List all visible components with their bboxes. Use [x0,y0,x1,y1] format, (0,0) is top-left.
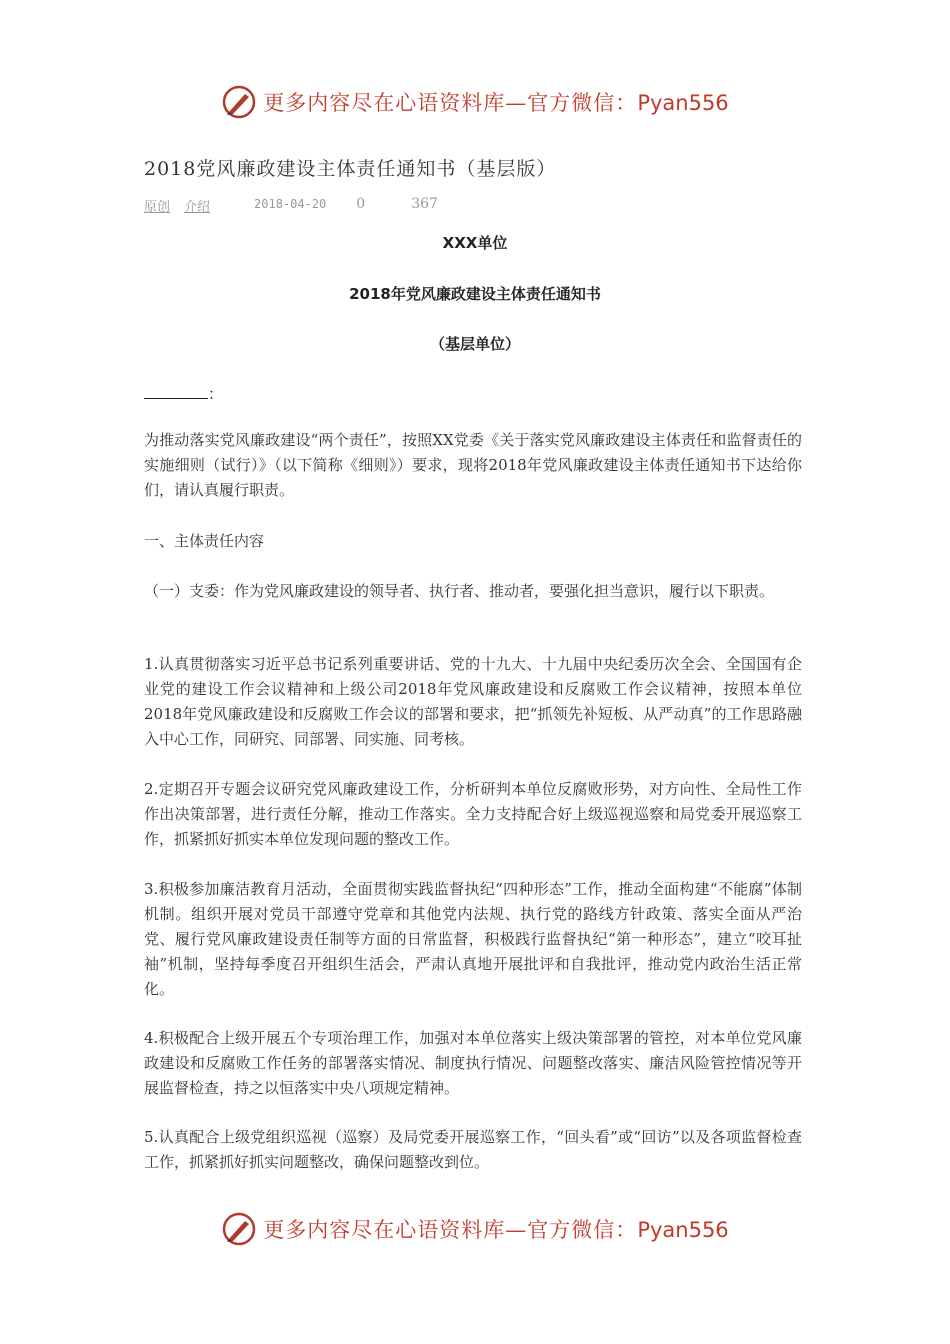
duty-item-2: 2.定期召开专题会议研究党风廉政建设工作，分析研判本单位反腐败形势，对方向性、全局性工作作出决策部署，进行责任分解，推动工作落实。全力支持配合好上级巡视巡察和局党委开展巡察工作，抓紧抓好抓实本单位发现问题的整改工作。 [144,780,802,848]
intro-paragraph: 为推动落实党风廉政建设“两个责任”，按照XX党委《关于落实党风廉政建设主体责任和监督责任的实施细则（试行）》（以下简称《细则》）要求，现将2018年党风廉政建设主体责任通知书下达给你们，请认真履行职责。 [144,431,802,499]
duty-item-3: 3.积极参加廉洁教育月活动，全面贯彻实践监督执纪“四种形态”工作，推动全面构建“不能腐”体制机制。组织开展对党员干部遵守党章和其他党内法规、执行党的路线方针政策、落实全面从严治党、履行党风廉政建设责任制等方面的日常监督，积极践行监督执纪“第一种形态”，建立“咬耳扯袖”机制，坚持每季度召开组织生活会，严肃认真地开展批评和自我批评，推动党内政治生活正常化。 [144,880,802,998]
addressee-line: ： [144,383,223,404]
addressee-blank [144,384,208,399]
article-title: 2018党风廉政建设主体责任通知书（基层版） [144,158,557,180]
duty-item-1: 1.认真贯彻落实习近平总书记系列重要讲话、党的十九大、十九届中央纪委历次全会、全国国有企业党的建设工作会议精神和上级公司2018年党风廉政建设和反腐败工作会议精神，按照本单位2018年党风廉政建设和反腐败工作会议的部署和要求，把“抓领先补短板、从严动真”的工作思路融入中心工作，同研究、同部署、同实施、同考核。 [144,655,802,748]
branch-committee-paragraph: （一）支委：作为党风廉政建设的领导者、执行者、推动者，要强化担当意识，履行以下职责。 [144,582,775,600]
article-meta [144,196,438,215]
pen-logo-icon [221,1211,257,1247]
pen-logo-icon [221,84,257,120]
section-heading: 一、主体责任内容 [144,532,265,550]
document-subtitle: （基层单位） [429,335,520,353]
duty-item-5: 5.认真配合上级党组织巡视（巡察）及局党委开展巡察工作，“回头看”或“回访”以及各项监督检查工作，抓紧抓好抓实问题整改，确保问题整改到位。 [144,1128,802,1171]
watermark-banner-bottom [0,1209,950,1249]
watermark-text: 更多内容尽在心语资料库—官方微信：Pyan556 [263,91,729,115]
issuing-unit: XXX单位 [442,234,508,252]
publish-date: 2018-04-20 [254,197,327,211]
document-title: 2018年党风廉政建设主体责任通知书 [349,285,601,303]
comment-count: 0 [356,196,366,212]
watermark-text: 更多内容尽在心语资料库—官方微信：Pyan556 [263,1218,729,1242]
tag-link-intro[interactable]: 介绍 [184,200,211,215]
view-count: 367 [411,196,438,212]
watermark-banner-top [0,82,950,122]
tag-link-original[interactable]: 原创 [144,200,171,215]
duty-item-4: 4.积极配合上级开展五个专项治理工作，加强对本单位落实上级决策部署的管控，对本单位党风廉政建设和反腐败工作任务的部署落实情况、制度执行情况、问题整改落实、廉洁风险管控情况等开展监督检查，持之以恒落实中央八项规定精神。 [144,1029,802,1097]
